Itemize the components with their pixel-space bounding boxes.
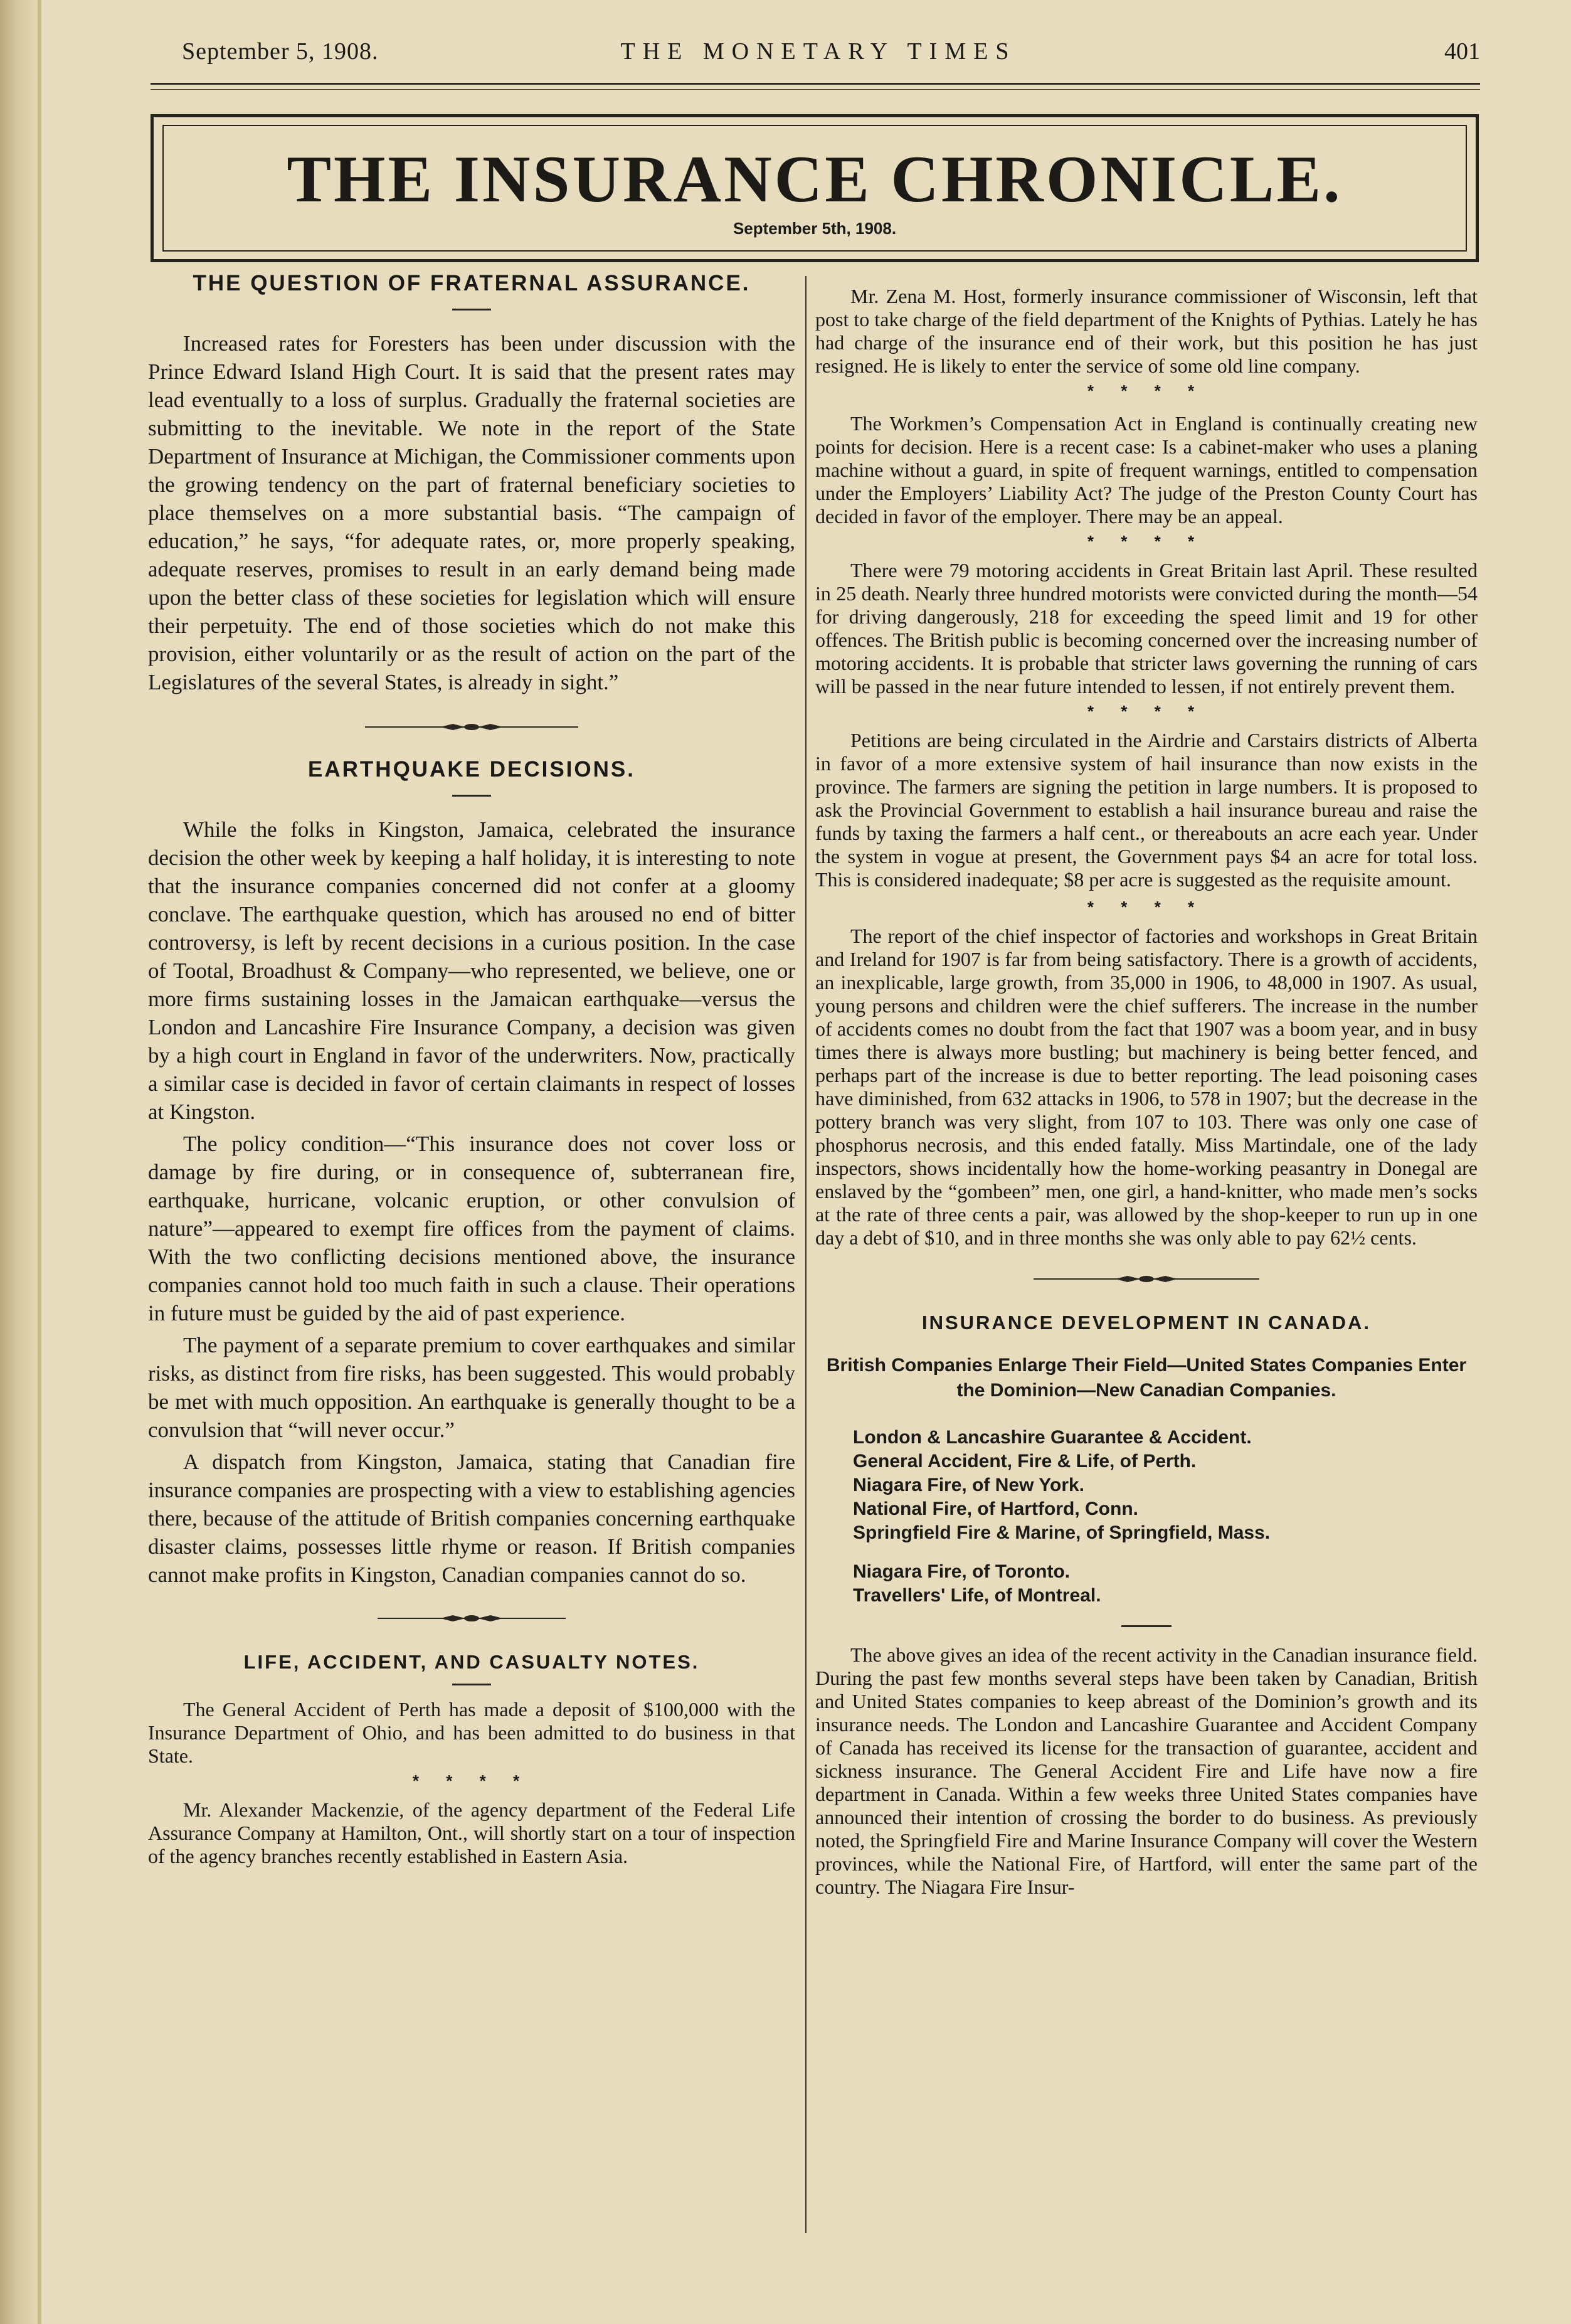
company-list-item: General Accident, Fire & Life, of Perth. — [853, 1451, 1197, 1472]
column-divider — [805, 276, 807, 2233]
header-rule-thick — [151, 83, 1480, 85]
ornament-rule-icon — [1034, 1275, 1259, 1283]
development-subheading: British Companies Enlarge Their Field—United States Companies Enter the Dominion—New Canadian Companies. — [826, 1355, 1467, 1401]
life-notes-heading: LIFE, ACCIDENT, AND CASUALTY NOTES. — [243, 1651, 700, 1673]
right-note: There were 79 motoring accidents in Great Britain last April. These resulted in 25 death. Nearly three hundred motorists were convicted during the month—54 for driving dangerously, 218 for exceeding the speed limit and 19 for other offences. The British public is becoming concerned over the increasing number of motoring accidents. It is probable that stricter laws governing the running of cars will be passed in the near future intended to lessen, if not entirely prevent them. — [815, 559, 1478, 698]
section-ornament — [815, 1275, 1478, 1287]
note-separator-stars: * * * * — [1087, 532, 1206, 551]
section-rule — [452, 1684, 491, 1685]
fraternal-paragraph: Increased rates for Foresters has been under discussion with the Prince Edward Island High Court. It is said that the present rates may lead eventually to a loss of surplus. Gradually the fraternal societies are submitting to the inevitable. We note in the report of the State Department of Insurance at Michigan, the Commissioner comments upon the growing tendency on the part of fraternal beneficiary societies to place themselves on a more substantial basis. “The campaign of education,” he says, “for adequate rates, or, more properly speaking, adequate reserves, promises to result in an early demand being made upon the better class of these societies for legislation which will ensure their perpetuity. The end of those societies which do not make this provision, either voluntarily or as the result of action on the part of the Legislatures of the several States, is already in sight.” — [148, 331, 795, 694]
section-ornament — [148, 1614, 795, 1626]
earthquake-paragraph: A dispatch from Kingston, Jamaica, stating that Canadian fire insurance companies are prospecting with a view to establishing agencies there, because of the attitude of British companies concerning earthquake disaster claims, possesses little rhyme or reason. If British companies cannot make profits in Kingston, Canadian companies cannot do so. — [148, 1450, 795, 1587]
running-head-page-number: 401 — [1444, 38, 1480, 65]
note-separator-stars: * * * * — [1087, 898, 1206, 916]
header-rule-thin — [151, 89, 1480, 90]
masthead-date: September 5th, 1908. — [733, 219, 897, 238]
running-head — [157, 38, 1480, 72]
masthead-box — [151, 114, 1479, 262]
development-paragraph: The above gives an idea of the recent activity in the Canadian insurance field. During the past few months several steps have been taken by Canadian, British and United States companies to keep abreast of the Dominion’s growth and its insurance needs. The London and Lancashire Guarantee and Accident Company of Canada has received its license for the transaction of guarantee, accident and sickness insurance. The General Accident Fire and Life have now a fire department in Canada. Within a few weeks three United States companies have announced their intention of crossing the border to do business. As previously noted, the Springfield Fire and Marine Insurance Company will cover the Western provinces, while the National Fire, of Hartford, will enter the same part of the country. The Niagara Fire Insur- — [815, 1643, 1478, 1898]
earthquake-paragraph: While the folks in Kingston, Jamaica, celebrated the insurance decision the other week by keeping a half holiday, it is interesting to note that the insurance companies concerned did not confer at a gloomy conclave. The earthquake question, which has aroused no end of bitter controversy, is left by recent decisions in a curious position. In the case of Tootal, Broadhust & Company—who represented, we believe, one or more firms sustaining losses in the Jamaican earthquake—versus the London and Lancashire Fire Insurance Company, a decision was given by a high court in England in favor of the underwriters. Now, practically a similar case is decided in favor of certain claimants in respect of losses at Kingston. — [148, 817, 795, 1124]
fraternal-heading: THE QUESTION OF FRATERNAL ASSURANCE. — [193, 271, 751, 295]
right-column — [815, 270, 1478, 1899]
company-list-item: Niagara Fire, of New York. — [853, 1475, 1085, 1495]
company-list-item: London & Lancashire Guarantee & Accident. — [853, 1427, 1252, 1448]
masthead-title: THE INSURANCE CHRONICLE. — [287, 142, 1343, 216]
development-heading: INSURANCE DEVELOPMENT IN CANADA. — [921, 1312, 1372, 1334]
earthquake-heading: EARTHQUAKE DECISIONS. — [308, 757, 635, 782]
ornament-rule-icon — [378, 1614, 566, 1623]
company-list-item: Niagara Fire, of Toronto. — [853, 1561, 1071, 1582]
masthead-inner-border — [162, 125, 1467, 252]
left-column — [148, 270, 795, 1868]
company-list — [853, 1426, 1478, 1608]
ornament-rule-icon — [365, 723, 578, 731]
page-gutter-shadow — [0, 0, 39, 2324]
right-note: Mr. Zena M. Host, formerly insurance commissioner of Wisconsin, left that post to take charge of the field department of the Knights of Pythias. Lately he has had charge of the insurance end of their work, but this position he has just resigned. He is likely to enter the service of some old line company. — [815, 285, 1478, 377]
company-list-item: National Fire, of Hartford, Conn. — [853, 1499, 1138, 1519]
section-rule — [1121, 1625, 1172, 1627]
running-head-date: September 5, 1908. — [182, 38, 379, 65]
running-head-publication: THE MONETARY TIMES — [620, 38, 1017, 65]
section-rule — [452, 309, 491, 310]
list-spacer — [853, 1545, 1478, 1560]
life-notes-paragraph: Mr. Alexander Mackenzie, of the agency department of the Federal Life Assurance Company at Hamilton, Ont., will shortly start on a tour of inspection of the agency branches recently established in Eastern Asia. — [148, 1798, 795, 1867]
right-note: Petitions are being circulated in the Airdrie and Carstairs districts of Alberta in favor of a more extensive system of hail insurance than now exists in the province. The farmers are signing the petition in large numbers. It is proposed to ask the Provincial Government to establish a hail insurance bureau and raise the funds by taxing the farmers a half cent., or thereabouts an acre each year. Under the system in vogue at present, the Government pays $4 an acre for total loss. This is considered inadequate; $8 per acre is suggested as the requisite amount. — [815, 729, 1478, 891]
section-ornament — [148, 723, 795, 735]
company-list-item: Travellers' Life, of Montreal. — [853, 1585, 1101, 1606]
life-notes-paragraph: The General Accident of Perth has made a deposit of $100,000 with the Insurance Department of Ohio, and has been admitted to do business in that State. — [148, 1698, 795, 1767]
company-list-item: Springfield Fire & Marine, of Springfield, Mass. — [853, 1522, 1271, 1543]
section-rule — [452, 795, 491, 797]
right-note: The report of the chief inspector of factories and workshops in Great Britain and Ireland for 1907 is far from being satisfactory. There is a growth of accidents, an inexplicable, large growth, from 35,000 in 1906, to 48,000 in 1907. As usual, young persons and children were the chief sufferers. The increase in the number of accidents comes no doubt from the fact that 1907 was a boom year, and in busy times there is always more bustling; but machinery is being better fenced, and perhaps part of the increase is due to better reporting. The lead poisoning cases have diminished, from 632 attacks in 1906, to 578 in 1907; but the decrease in the pottery branch was very slight, from 107 to 103. There was only one case of phosphorus necrosis, and this ended fatally. Miss Martindale, one of the lady inspectors, shows incidentally how the home-working peasantry in Donegal are enslaved by the “gombeen” men, one girl, a hand-knitter, who made men’s socks at the rate of three cents a pair, was allowed by the shop-keeper to run up in one day a debt of $10, and in three months she was only able to pay 62½ cents. — [815, 925, 1478, 1249]
note-separator-stars: * * * * — [1087, 381, 1206, 400]
right-note: The Workmen’s Compensation Act in England is continually creating new points for decision. Here is a recent case: Is a cabinet-maker who uses a planing machine without a guard, in spite of frequent warnings, entitled to compensation under the Employers’ Liability Act? The judge of the Preston County Court has decided in favor of the employer. There may be an appeal. — [815, 412, 1478, 528]
note-separator-stars: * * * * — [412, 1771, 531, 1790]
earthquake-paragraph: The payment of a separate premium to cover earthquakes and similar risks, as distinct from fire risks, has been suggested. This would probably be met with much opposition. An earthquake is generally thought to be a convulsion that “will never occur.” — [148, 1333, 795, 1442]
earthquake-paragraph: The policy condition—“This insurance does not cover loss or damage by fire during, or in consequence of, subterranean fire, earthquake, hurricane, volcanic eruption, or other convulsion of nature”—appeared to exempt fire offices from the payment of claims. With the two conflicting decisions mentioned above, the insurance companies cannot hold too much faith in such a clause. Their operations in future must be guided by the aid of past experience. — [148, 1132, 795, 1325]
gutter-edge — [38, 0, 41, 2324]
note-separator-stars: * * * * — [1087, 702, 1206, 721]
